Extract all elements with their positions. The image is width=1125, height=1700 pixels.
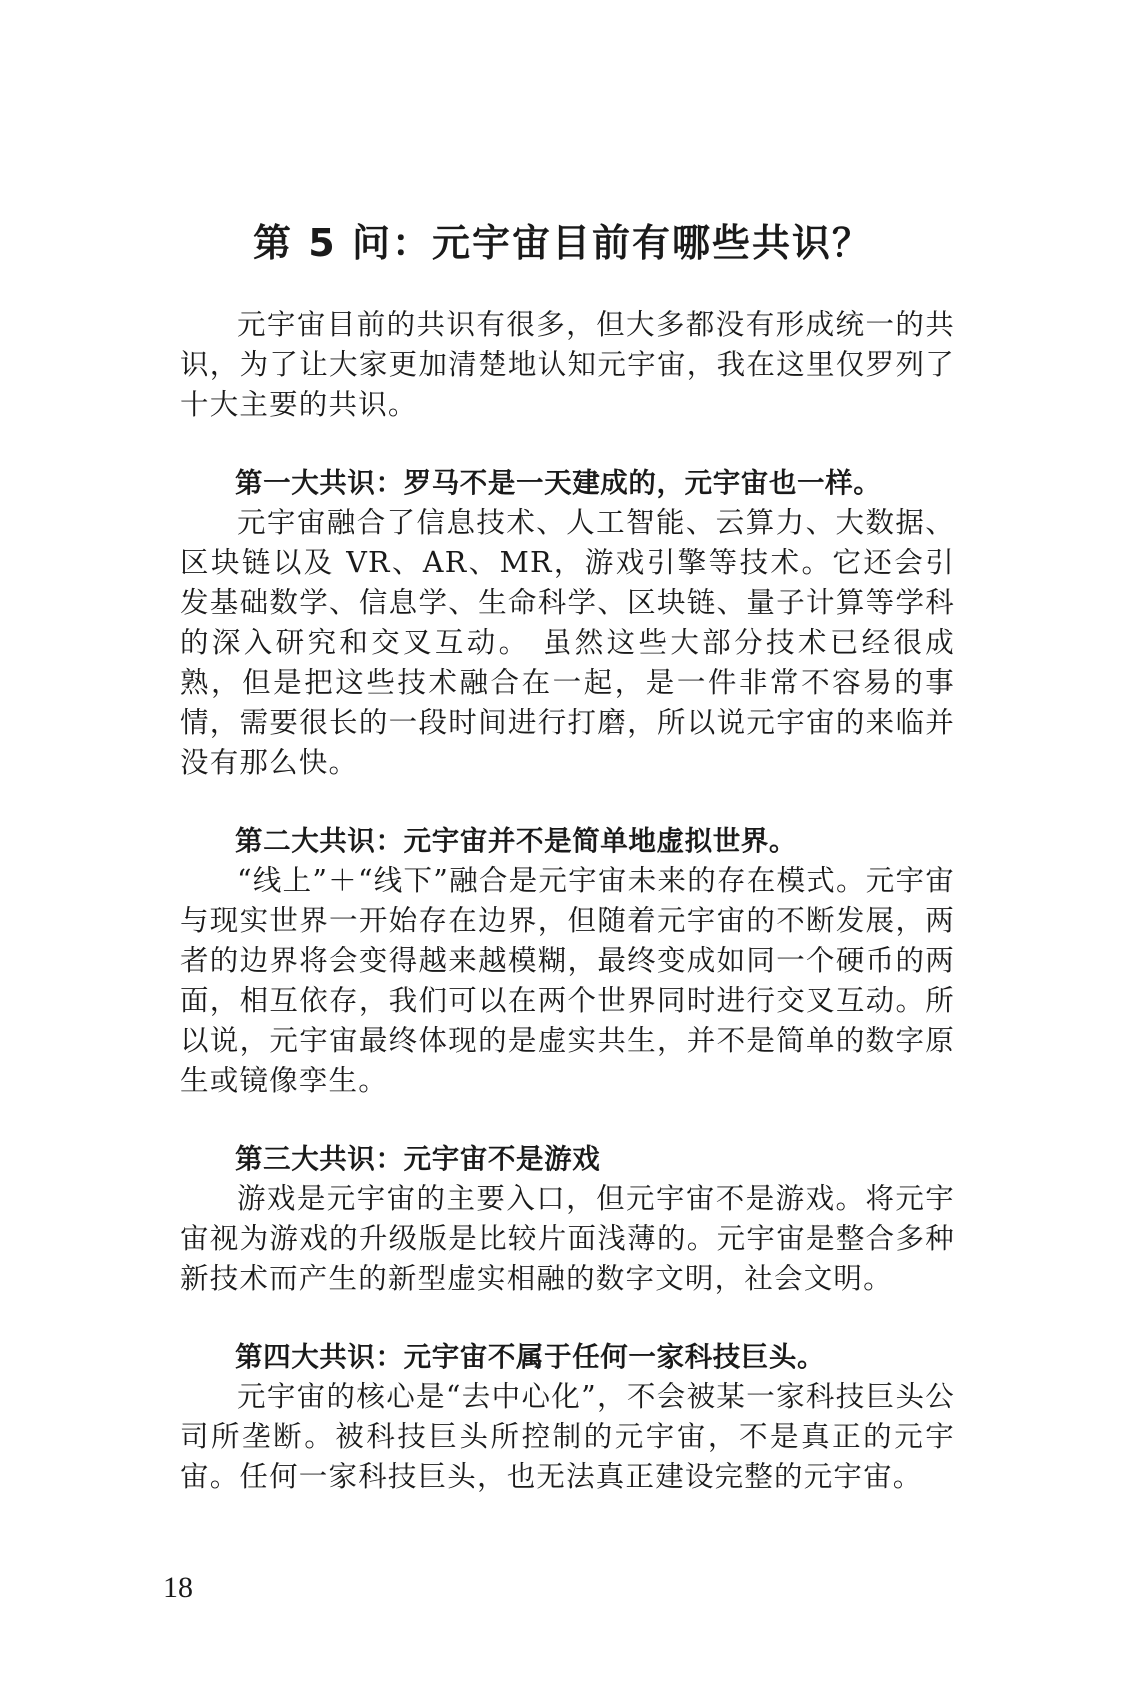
section-body: 游戏是元宇宙的主要入口，但元宇宙不是游戏。将元宇宙视为游戏的升级版是比较片面浅薄的。元宇宙是整合多种新技术而产生的新型虚实相融的数字文明，社会文明。 [180, 1182, 955, 1295]
section-heading: 第三大共识：元宇宙不是游戏 [235, 1143, 601, 1175]
section-body: 元宇宙融合了信息技术、人工智能、云算力、大数据、区块链以及 VR、AR、MR，游戏引擎等技术。它还会引发基础数学、信息学、生命科学、区块链、量子计算等学科的深入研究和交叉互动。 虽然这些大部分技术已经很成熟，但是把这些技术融合在一起，是一件非常不容易的事情，需要很长的一段时间进行打磨，所以说元宇宙的来临并没有那么快。 [180, 506, 955, 779]
consensus-section-1 [180, 463, 955, 783]
page-number: 18 [163, 1571, 193, 1604]
page-content [180, 305, 955, 1497]
chapter-title: 第 5 问：元宇宙目前有哪些共识？ [253, 221, 872, 265]
section-heading: 第二大共识：元宇宙并不是简单地虚拟世界。 [235, 825, 797, 857]
section-heading: 第一大共识：罗马不是一天建成的，元宇宙也一样。 [235, 467, 882, 499]
consensus-section-2 [180, 821, 955, 1101]
consensus-section-3 [180, 1139, 955, 1299]
intro-paragraph: 元宇宙目前的共识有很多，但大多都没有形成统一的共识，为了让大家更加清楚地认知元宇宙，我在这里仅罗列了十大主要的共识。 [180, 308, 955, 421]
section-body: “线上”＋“线下”融合是元宇宙未来的存在模式。元宇宙与现实世界一开始存在边界，但随着元宇宙的不断发展，两者的边界将会变得越来越模糊，最终变成如同一个硬币的两面，相互依存，我们可以在两个世界同时进行交叉互动。所以说，元宇宙最终体现的是虚实共生，并不是简单的数字原生或镜像孪生。 [180, 864, 955, 1097]
section-heading: 第四大共识：元宇宙不属于任何一家科技巨头。 [235, 1341, 826, 1373]
consensus-section-4 [180, 1337, 955, 1497]
section-body: 元宇宙的核心是“去中心化”，不会被某一家科技巨头公司所垄断。被科技巨头所控制的元宇宙，不是真正的元宇宙。任何一家科技巨头，也无法真正建设完整的元宇宙。 [180, 1380, 955, 1493]
